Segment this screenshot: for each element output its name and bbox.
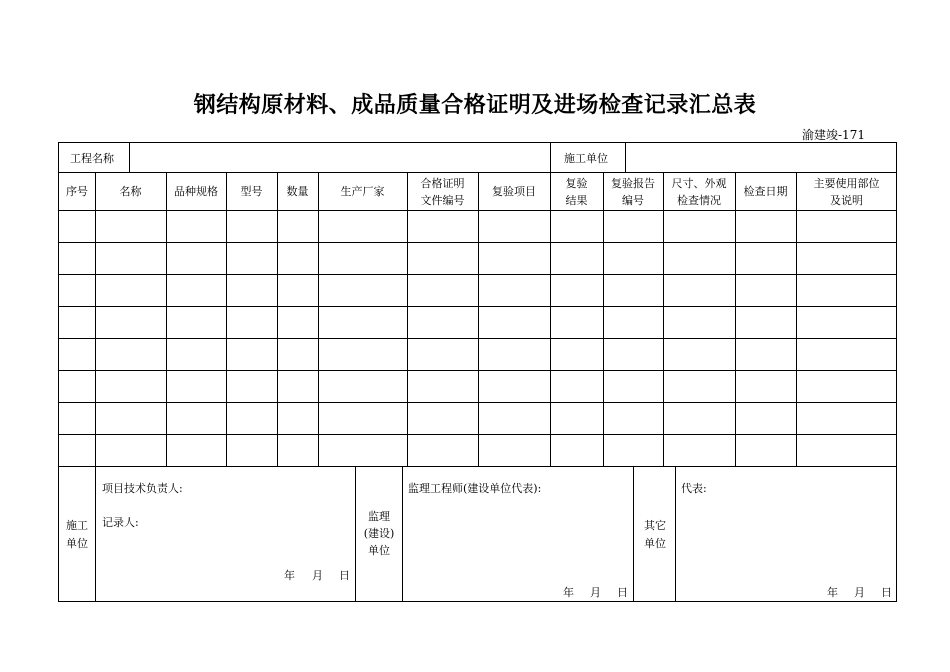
table-cell[interactable] bbox=[407, 242, 478, 274]
other-date-month: 月 bbox=[854, 586, 865, 599]
column-header-label: 序号 bbox=[66, 185, 88, 198]
table-cell[interactable] bbox=[735, 434, 796, 466]
column-header-label: 名称 bbox=[119, 185, 142, 198]
construction-unit-label: 施工单位 bbox=[564, 152, 608, 165]
table-cell[interactable] bbox=[407, 338, 478, 370]
table-cell[interactable] bbox=[277, 210, 318, 242]
column-header-line2: 结果 bbox=[565, 194, 588, 207]
table-cell[interactable] bbox=[318, 370, 407, 402]
column-header-line2: 编号 bbox=[622, 194, 644, 207]
supervision-engineer-label: 监理工程师(建设单位代表): bbox=[408, 482, 542, 495]
construction-unit-sign-label-2: 单位 bbox=[66, 537, 88, 550]
table-cell[interactable] bbox=[735, 370, 796, 402]
column-header-line1: 主要使用部位 bbox=[813, 177, 880, 190]
table-cell[interactable] bbox=[796, 402, 897, 434]
column-header-line1: 合格证明 bbox=[420, 177, 465, 190]
table-cell[interactable] bbox=[735, 210, 796, 242]
table-cell[interactable] bbox=[95, 274, 166, 306]
table-cell[interactable] bbox=[550, 210, 603, 242]
table-cell[interactable] bbox=[407, 274, 478, 306]
vertical-rule bbox=[478, 172, 479, 466]
table-cell[interactable] bbox=[277, 274, 318, 306]
supervision-date-month: 月 bbox=[590, 586, 601, 599]
table-cell[interactable] bbox=[166, 402, 226, 434]
table-cell[interactable] bbox=[59, 402, 95, 434]
table-cell[interactable] bbox=[796, 306, 897, 338]
table-cell[interactable] bbox=[735, 242, 796, 274]
table-cell[interactable] bbox=[550, 370, 603, 402]
horizontal-rule bbox=[59, 466, 897, 467]
table-cell[interactable] bbox=[226, 210, 277, 242]
supervision-label-1: 监理 bbox=[368, 510, 390, 523]
construction-unit-sign-label-1: 施工 bbox=[66, 519, 88, 532]
table-cell[interactable] bbox=[663, 434, 735, 466]
table-cell[interactable] bbox=[166, 434, 226, 466]
table-cell[interactable] bbox=[796, 242, 897, 274]
table-cell[interactable] bbox=[166, 210, 226, 242]
project-name-label: 工程名称 bbox=[70, 152, 114, 165]
recorder-label: 记录人: bbox=[102, 516, 139, 529]
table-cell[interactable] bbox=[59, 370, 95, 402]
table-cell[interactable] bbox=[663, 306, 735, 338]
column-header-label: 检查日期 bbox=[743, 185, 788, 198]
table-cell[interactable] bbox=[735, 338, 796, 370]
column-header-line2: 检查情况 bbox=[677, 194, 721, 207]
table-cell[interactable] bbox=[735, 402, 796, 434]
table-cell[interactable] bbox=[796, 338, 897, 370]
table-cell[interactable] bbox=[318, 210, 407, 242]
vertical-rule bbox=[675, 466, 676, 601]
column-header-line1: 尺寸、外观 bbox=[671, 177, 727, 190]
table-cell[interactable] bbox=[550, 274, 603, 306]
table-cell[interactable] bbox=[166, 306, 226, 338]
table-cell[interactable] bbox=[550, 434, 603, 466]
table-cell[interactable] bbox=[407, 370, 478, 402]
table-cell[interactable] bbox=[318, 434, 407, 466]
document-title: 钢结构原材料、成品质量合格证明及进场检查记录汇总表 bbox=[193, 93, 757, 118]
vertical-rule bbox=[166, 172, 167, 466]
construction-date-year: 年 bbox=[284, 569, 295, 582]
construction-date-day: 日 bbox=[339, 569, 350, 582]
column-header-line1: 复验报告 bbox=[611, 177, 655, 190]
table-cell[interactable] bbox=[95, 306, 166, 338]
vertical-rule bbox=[663, 172, 664, 466]
table-cell[interactable] bbox=[407, 210, 478, 242]
table-cell[interactable] bbox=[277, 306, 318, 338]
table-cell[interactable] bbox=[59, 338, 95, 370]
table-cell[interactable] bbox=[550, 242, 603, 274]
vertical-rule bbox=[129, 143, 130, 172]
other-unit-label-1: 其它 bbox=[644, 519, 666, 532]
table-cell[interactable] bbox=[318, 338, 407, 370]
table-cell[interactable] bbox=[550, 306, 603, 338]
vertical-rule bbox=[318, 172, 319, 466]
vertical-rule bbox=[407, 172, 408, 466]
table-cell[interactable] bbox=[277, 402, 318, 434]
table-cell[interactable] bbox=[603, 274, 663, 306]
table-cell[interactable] bbox=[166, 274, 226, 306]
table-cell[interactable] bbox=[318, 242, 407, 274]
table-cell[interactable] bbox=[478, 434, 550, 466]
project-name-field[interactable] bbox=[129, 143, 550, 172]
table-cell[interactable] bbox=[277, 434, 318, 466]
table-cell[interactable] bbox=[59, 306, 95, 338]
vertical-rule bbox=[355, 466, 356, 601]
form-table bbox=[58, 142, 897, 602]
table-cell[interactable] bbox=[663, 274, 735, 306]
vertical-rule bbox=[633, 466, 634, 601]
table-cell[interactable] bbox=[407, 402, 478, 434]
table-cell[interactable] bbox=[735, 306, 796, 338]
supervision-label-2: (建设) bbox=[363, 527, 395, 540]
table-cell[interactable] bbox=[478, 338, 550, 370]
vertical-rule bbox=[625, 143, 626, 172]
table-cell[interactable] bbox=[550, 338, 603, 370]
column-header-line2: 文件编号 bbox=[420, 194, 465, 207]
table-cell[interactable] bbox=[663, 210, 735, 242]
table-cell[interactable] bbox=[95, 370, 166, 402]
table-cell[interactable] bbox=[226, 274, 277, 306]
table-cell[interactable] bbox=[166, 242, 226, 274]
table-cell[interactable] bbox=[95, 402, 166, 434]
supervision-label-3: 单位 bbox=[368, 544, 390, 557]
supervision-date-year: 年 bbox=[563, 586, 574, 599]
table-cell[interactable] bbox=[226, 306, 277, 338]
table-cell[interactable] bbox=[95, 434, 166, 466]
column-header-line2: 及说明 bbox=[830, 194, 863, 207]
vertical-rule bbox=[796, 172, 797, 466]
table-cell[interactable] bbox=[603, 370, 663, 402]
table-cell[interactable] bbox=[603, 434, 663, 466]
table-cell[interactable] bbox=[59, 210, 95, 242]
vertical-rule bbox=[550, 172, 551, 466]
representative-label: 代表: bbox=[681, 482, 707, 495]
column-header-line1: 复验 bbox=[565, 177, 588, 190]
vertical-rule bbox=[95, 466, 96, 601]
table-cell[interactable] bbox=[277, 242, 318, 274]
vertical-rule bbox=[226, 172, 227, 466]
table-cell[interactable] bbox=[95, 338, 166, 370]
vertical-rule bbox=[603, 172, 604, 466]
table-cell[interactable] bbox=[226, 402, 277, 434]
vertical-rule bbox=[402, 466, 403, 601]
column-header-label: 品种规格 bbox=[174, 185, 218, 198]
table-cell[interactable] bbox=[735, 274, 796, 306]
table-cell[interactable] bbox=[59, 274, 95, 306]
table-cell[interactable] bbox=[226, 370, 277, 402]
table-cell[interactable] bbox=[603, 306, 663, 338]
table-cell[interactable] bbox=[318, 306, 407, 338]
table-cell[interactable] bbox=[478, 274, 550, 306]
vertical-rule bbox=[735, 172, 736, 466]
table-cell[interactable] bbox=[478, 210, 550, 242]
table-cell[interactable] bbox=[663, 370, 735, 402]
vertical-rule bbox=[95, 172, 96, 466]
table-cell[interactable] bbox=[603, 210, 663, 242]
table-cell[interactable] bbox=[603, 402, 663, 434]
table-cell[interactable] bbox=[603, 242, 663, 274]
table-cell[interactable] bbox=[478, 242, 550, 274]
table-cell[interactable] bbox=[407, 306, 478, 338]
table-cell[interactable] bbox=[59, 242, 95, 274]
table-cell[interactable] bbox=[478, 370, 550, 402]
supervision-date-day: 日 bbox=[617, 586, 628, 599]
vertical-rule bbox=[550, 143, 551, 172]
other-unit-label-2: 单位 bbox=[644, 537, 666, 550]
form-code: 渝建竣-171 bbox=[802, 128, 865, 142]
other-date-year: 年 bbox=[827, 586, 838, 599]
vertical-rule bbox=[277, 172, 278, 466]
table-cell[interactable] bbox=[478, 402, 550, 434]
table-cell[interactable] bbox=[663, 242, 735, 274]
table-cell[interactable] bbox=[166, 370, 226, 402]
table-cell[interactable] bbox=[796, 434, 897, 466]
construction-unit-field[interactable] bbox=[625, 143, 897, 172]
table-cell[interactable] bbox=[226, 434, 277, 466]
table-cell[interactable] bbox=[318, 274, 407, 306]
table-cell[interactable] bbox=[226, 242, 277, 274]
table-cell[interactable] bbox=[550, 402, 603, 434]
column-header-label: 复验项目 bbox=[492, 185, 536, 198]
table-cell[interactable] bbox=[95, 210, 166, 242]
table-cell[interactable] bbox=[95, 242, 166, 274]
other-date-day: 日 bbox=[881, 586, 892, 599]
column-header-label: 型号 bbox=[240, 185, 263, 198]
table-cell[interactable] bbox=[277, 370, 318, 402]
construction-date-month: 月 bbox=[312, 569, 323, 582]
table-cell[interactable] bbox=[226, 338, 277, 370]
table-cell[interactable] bbox=[796, 370, 897, 402]
table-cell[interactable] bbox=[603, 338, 663, 370]
table-cell[interactable] bbox=[796, 274, 897, 306]
tech-lead-label: 项目技术负责人: bbox=[102, 482, 183, 495]
table-cell[interactable] bbox=[59, 434, 95, 466]
table-cell[interactable] bbox=[478, 306, 550, 338]
table-cell[interactable] bbox=[663, 402, 735, 434]
column-header-label: 数量 bbox=[286, 185, 309, 198]
table-cell[interactable] bbox=[407, 434, 478, 466]
table-cell[interactable] bbox=[318, 402, 407, 434]
table-cell[interactable] bbox=[663, 338, 735, 370]
table-cell[interactable] bbox=[277, 338, 318, 370]
table-cell[interactable] bbox=[796, 210, 897, 242]
table-cell[interactable] bbox=[166, 338, 226, 370]
column-header-label: 生产厂家 bbox=[340, 185, 385, 198]
